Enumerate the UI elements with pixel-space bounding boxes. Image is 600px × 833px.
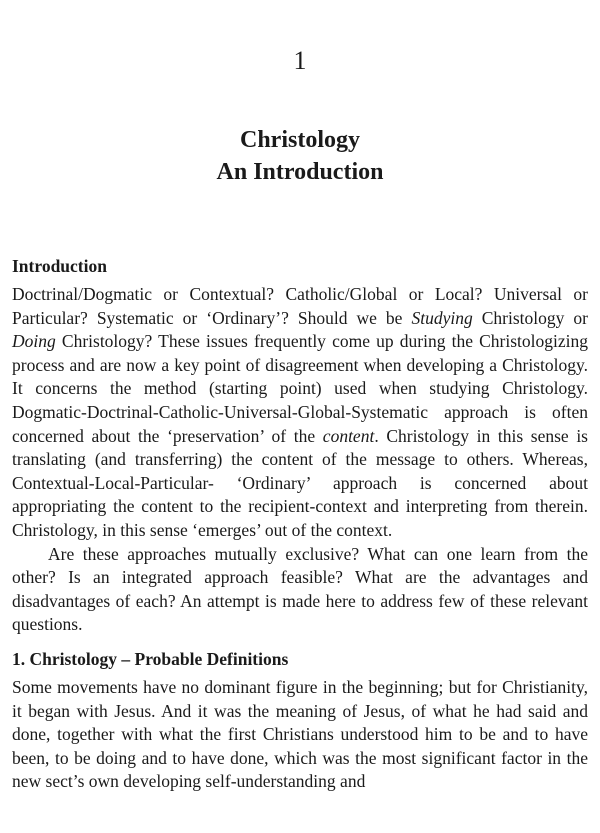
- chapter-title: [0, 124, 600, 188]
- body-text: [12, 254, 588, 794]
- paragraph-introduction-1: [12, 283, 588, 543]
- italic-term-content: content: [322, 425, 375, 446]
- text-run: Christology or: [472, 307, 588, 328]
- section-heading-introduction: Introduction: [12, 256, 107, 276]
- paragraph-definitions-1: Some movements have no dominant figure in the beginning; but for Christianity, it began with Jesus. And it was the meaning of Jesus, of what he had said and done, together with what the first Christians understood him to be and to have been, to be doing and to have done, which was the most significant factor in the new sect’s own developing self-understanding and: [12, 676, 588, 792]
- section-heading-definitions: 1. Christology – Probable Definitions: [12, 648, 289, 669]
- text-run: . Christology in this sense is translating (and transferring) the content of the message to others. Whereas, Contextual-Local-Particular- ‘Ordinary’ approach is concerned about appropriating the content to the recipient-context and interpreting from therein. Christology, in this sense ‘emerges’ out of the context.: [12, 425, 588, 540]
- chapter-title-line-1: Christology: [240, 127, 360, 153]
- paragraph-introduction-2: Are these approaches mutually exclusive? What can one learn from the other? Is an integrated approach feasible? What are the advantages and disadvantages of each? An attempt is made here to address few of these relevant questions.: [12, 543, 588, 635]
- chapter-title-line-2: An Introduction: [216, 159, 384, 185]
- italic-term-studying: Studying: [411, 307, 473, 328]
- text-run: Christology? These issues frequently come up during the Christologizing process and are now a key point of disagreement when developing a Christology. It concerns the method (starting point) used when studying Christology. Dogmatic-Doctrinal-Catholic-Universal-Global-Systematic approach is often concerned about the ‘preservation’ of the: [12, 331, 588, 446]
- text-run: Doctrinal/Dogmatic or Contextual? Catholic/Global or Local? Universal or Particular? Systematic or ‘Ordinary’? Should we be: [12, 284, 588, 328]
- italic-term-doing: Doing: [12, 331, 56, 352]
- chapter-number: 1: [293, 46, 307, 75]
